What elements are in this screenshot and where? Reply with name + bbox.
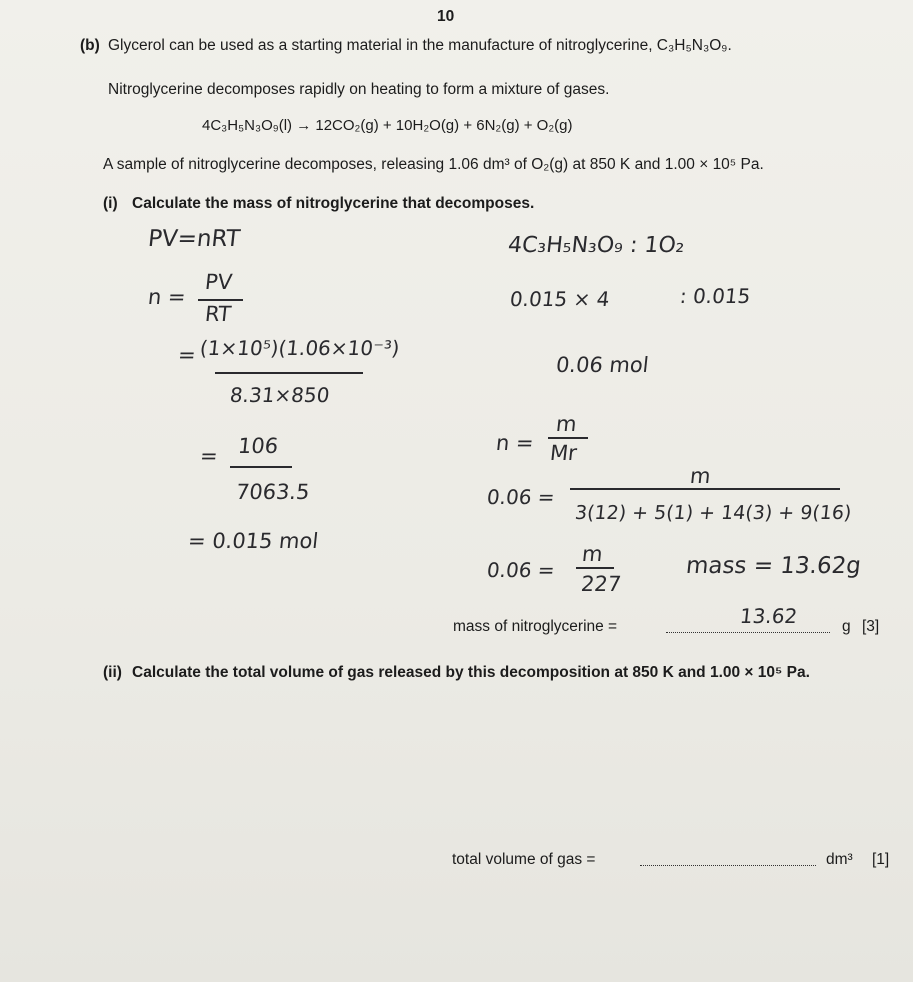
page-number: 10 xyxy=(437,8,455,25)
decomposition-statement: Nitroglycerine decomposes rapidly on heating to form a mixture of gases. xyxy=(108,81,610,98)
part-b-intro: Glycerol can be used as a starting material in the manufacture of nitroglycerine, C₃H₅N₃O₉. xyxy=(108,37,732,54)
working-mass-result: mass = 13.62g xyxy=(684,553,863,579)
working-ratio-o2: : 0.015 xyxy=(678,284,752,308)
working-value-numerator: 106 xyxy=(236,434,280,458)
answer-i-line xyxy=(666,632,830,633)
working-equals: = xyxy=(198,444,219,468)
working-n-lhs: n = xyxy=(494,431,535,455)
working-m-numerator: m xyxy=(580,542,604,566)
question-ii-text: Calculate the total volume of gas released by this decomposition at 850 K and 1.00 × 10⁵ Pa. xyxy=(132,664,810,681)
working-mole-ratio: 4C₃H₅N₃O₉ : 1O₂ xyxy=(506,233,686,258)
working-fraction-bar xyxy=(198,299,243,301)
answer-ii-line xyxy=(640,865,816,866)
answer-i-value: 13.62 xyxy=(738,604,799,628)
working-rt-denominator: RT xyxy=(203,302,233,326)
answer-ii-unit: dm³ xyxy=(826,851,853,868)
answer-ii-label: total volume of gas = xyxy=(452,851,596,868)
working-ideal-gas-equation: PV=nRT xyxy=(146,226,242,252)
working-fraction-bar xyxy=(548,437,588,439)
question-i-label: (i) xyxy=(103,195,118,212)
working-n-value: 0.06 = xyxy=(485,485,556,509)
working-moles-nitroglycerine: 0.06 mol xyxy=(554,353,650,377)
working-m-numerator: m xyxy=(554,412,578,436)
working-n-lhs: n = xyxy=(146,285,187,309)
working-value-denominator: 7063.5 xyxy=(234,480,311,504)
answer-i-label: mass of nitroglycerine = xyxy=(453,618,618,635)
working-fraction-bar xyxy=(570,488,840,490)
working-fraction-bar xyxy=(576,567,614,569)
question-ii-label: (ii) xyxy=(103,664,122,681)
working-equals: = xyxy=(176,343,197,367)
working-mr-value: 227 xyxy=(579,572,623,596)
working-m-numerator: m xyxy=(688,464,712,488)
working-fraction-bar xyxy=(215,372,363,374)
working-molar-mass-expression: 3(12) + 5(1) + 14(3) + 9(16) xyxy=(573,502,853,524)
working-fraction-bar xyxy=(230,466,292,468)
working-substitution-denominator: 8.31×850 xyxy=(228,383,331,407)
working-ratio-scaling: 0.015 × 4 xyxy=(508,287,611,311)
sample-statement: A sample of nitroglycerine decomposes, releasing 1.06 dm³ of O₂(g) at 850 K and 1.00 × 10⁵ Pa. xyxy=(103,156,764,173)
part-b-label: (b) xyxy=(80,37,100,54)
working-moles-o2: = 0.015 mol xyxy=(186,529,320,553)
working-n-value: 0.06 = xyxy=(485,558,556,582)
working-pv-numerator: PV xyxy=(203,270,234,294)
answer-ii-marks: [1] xyxy=(872,851,890,868)
decomposition-equation: 4C₃H₅N₃O₉(l) → 12CO₂(g) + 10H₂O(g) + 6N₂(g) + O₂(g) xyxy=(202,117,573,134)
working-substitution-numerator: (1×10⁵)(1.06×10⁻³) xyxy=(198,336,401,360)
answer-i-marks: [3] xyxy=(862,618,880,635)
working-mr-denominator: Mr xyxy=(548,441,579,465)
question-i-text: Calculate the mass of nitroglycerine that decomposes. xyxy=(132,195,535,212)
answer-i-unit: g xyxy=(842,618,851,635)
